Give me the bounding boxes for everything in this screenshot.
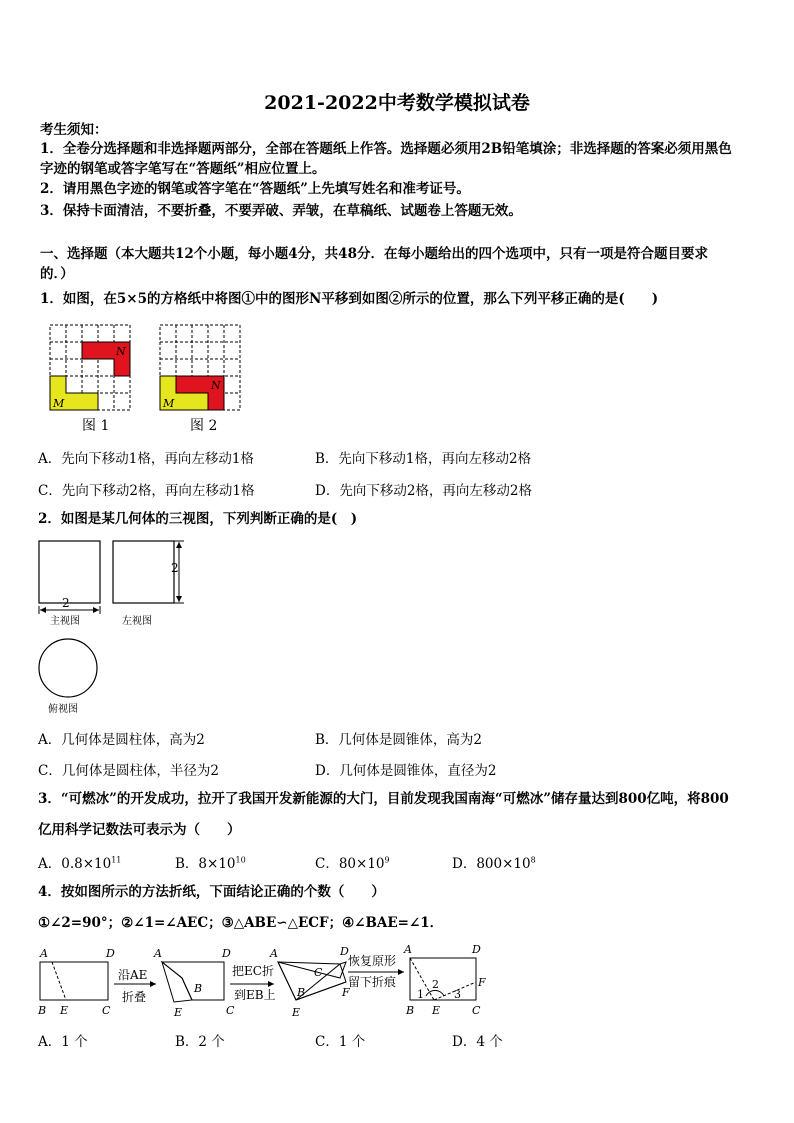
q1-stem: 1．如图，在5×5的方格纸中将图①中的图形N平移到如图②所示的位置，那么下列平移正确的是( ) (40, 291, 659, 307)
svg-text:B: B (297, 986, 306, 999)
q2-dim-height: 2 (171, 561, 179, 575)
svg-text:D: D (222, 947, 231, 960)
notice-line-1b: 字迹的钢笔或答字笔写在“答题纸”相应位置上。 (40, 161, 326, 177)
q4-step1-bottom: 折叠 (122, 990, 147, 1004)
q1-option-a[interactable]: A．先向下移动1格，再向左移动1格 (38, 451, 254, 467)
q1-option-b[interactable]: B．先向下移动1格，再向左移动2格 (315, 451, 532, 467)
q4-conditions: ①∠2=90°；②∠1=∠AEC；③△ABE∽△ECF；④∠BAE=∠1． (38, 915, 444, 931)
svg-text:C: C (314, 966, 323, 979)
svg-text:F: F (478, 976, 486, 989)
q4-option-b[interactable]: B．2 个 (175, 1034, 225, 1050)
q1-fig2-caption: 图 2 (190, 418, 218, 434)
q3-stem-1: 3．“可燃冰”的开发成功，拉开了我国开发新能源的大门，目前发现我国南海“可燃冰”储存量达到800亿吨，将800 (38, 791, 729, 807)
q1-figure (46, 322, 246, 440)
q2-side-label: 左视图 (122, 616, 152, 627)
page-title: 2021-2022中考数学模拟试卷 (264, 92, 530, 114)
svg-text:E: E (292, 1006, 301, 1019)
q4-step2-bottom: 到EB上 (234, 988, 276, 1002)
svg-text:C: C (472, 1004, 481, 1017)
svg-text:E: E (432, 1004, 441, 1017)
q2-option-d[interactable]: D．几何体是圆锥体，直径为2 (315, 763, 497, 779)
svg-text:E: E (60, 1004, 69, 1017)
q1-label-m-1: M (53, 397, 65, 410)
q4-step2-top: 把EC折 (232, 964, 274, 978)
q2-stem: 2．如图是某几何体的三视图，下列判断正确的是( ) (38, 511, 358, 527)
q2-dim-width: 2 (62, 596, 70, 610)
svg-text:A: A (404, 943, 412, 956)
svg-text:A: A (40, 947, 48, 960)
svg-text:C: C (102, 1004, 111, 1017)
notice-line-3: 3．保持卡面清洁，不要折叠，不要弄破、弄皱，在草稿纸、试题卷上答题无效。 (40, 203, 522, 219)
q1-label-n-1: N (116, 345, 126, 358)
q1-option-c[interactable]: C．先向下移动2格，再向左移动1格 (38, 483, 255, 499)
q3-stem-2: 亿用科学记数法可表示为（ ） (38, 822, 241, 838)
svg-text:2: 2 (432, 978, 439, 991)
svg-text:C: C (226, 1004, 235, 1017)
q3-option-a[interactable]: A．$0.8\times 10^{11}$ (38, 855, 122, 872)
q3-option-b[interactable]: B．$8\times 10^{10}$ (175, 855, 246, 872)
q2-three-views (34, 536, 194, 722)
q4-fold-figure (34, 940, 504, 1024)
section-heading-1: 一、选择题（本大题共12个小题，每小题4分，共48分．在每小题给出的四个选项中，只有一项是符合题目要求 (40, 246, 708, 262)
svg-text:A: A (154, 947, 162, 960)
svg-text:B: B (406, 1004, 415, 1017)
section-heading-2: 的．） (40, 266, 74, 282)
svg-text:D: D (106, 947, 115, 960)
svg-text:3: 3 (454, 988, 461, 1001)
q2-option-b[interactable]: B．几何体是圆锥体，高为2 (315, 732, 483, 748)
svg-text:1: 1 (417, 988, 424, 1001)
notice-line-2: 2．请用黑色字迹的钢笔或答字笔在“答题纸”上先填写姓名和准考证号。 (40, 181, 470, 197)
q4-step3-top: 恢复原形 (348, 954, 397, 968)
q2-front-label: 主视图 (50, 616, 80, 627)
q4-panel-1 (40, 962, 108, 1000)
svg-text:D: D (340, 945, 349, 958)
q2-top-view (39, 639, 97, 697)
svg-text:F: F (342, 986, 350, 999)
q2-front-view (39, 541, 100, 603)
q4-option-d[interactable]: D．4 个 (452, 1034, 503, 1050)
q2-side-view (113, 541, 174, 603)
q1-fig1-caption: 图 1 (82, 418, 110, 434)
svg-text:B: B (38, 1004, 47, 1017)
svg-text:B: B (194, 982, 203, 995)
q4-option-a[interactable]: A．1 个 (38, 1034, 88, 1050)
q2-option-c[interactable]: C．几何体是圆柱体，半径为2 (38, 763, 219, 779)
q4-stem: 4．按如图所示的方法折纸，下面结论正确的个数（ ） (38, 884, 385, 900)
q1-option-d[interactable]: D．先向下移动2格，再向左移动2格 (315, 483, 533, 499)
q1-label-n-2: N (211, 379, 221, 392)
q3-option-d[interactable]: D．$800\times 10^8$ (452, 855, 536, 872)
q3-option-c[interactable]: C．$80\times 10^9$ (315, 855, 390, 872)
q2-top-label: 俯视图 (48, 704, 78, 715)
q4-step3-bottom: 留下折痕 (348, 975, 397, 989)
notice-line-1: 1．全卷分选择题和非选择题两部分，全部在答题纸上作答。选择题必须用2B铅笔填涂；非选择题的答案必须用黑色 (40, 141, 732, 157)
svg-text:E: E (174, 1006, 183, 1019)
q1-label-m-2: M (163, 397, 175, 410)
q4-step1-top: 沿AE (118, 968, 148, 982)
svg-text:A: A (270, 947, 278, 960)
svg-text:D: D (472, 943, 481, 956)
q4-option-c[interactable]: C．1 个 (315, 1034, 366, 1050)
q2-option-a[interactable]: A．几何体是圆柱体，高为2 (38, 732, 205, 748)
notice-heading: 考生须知： (40, 122, 108, 138)
